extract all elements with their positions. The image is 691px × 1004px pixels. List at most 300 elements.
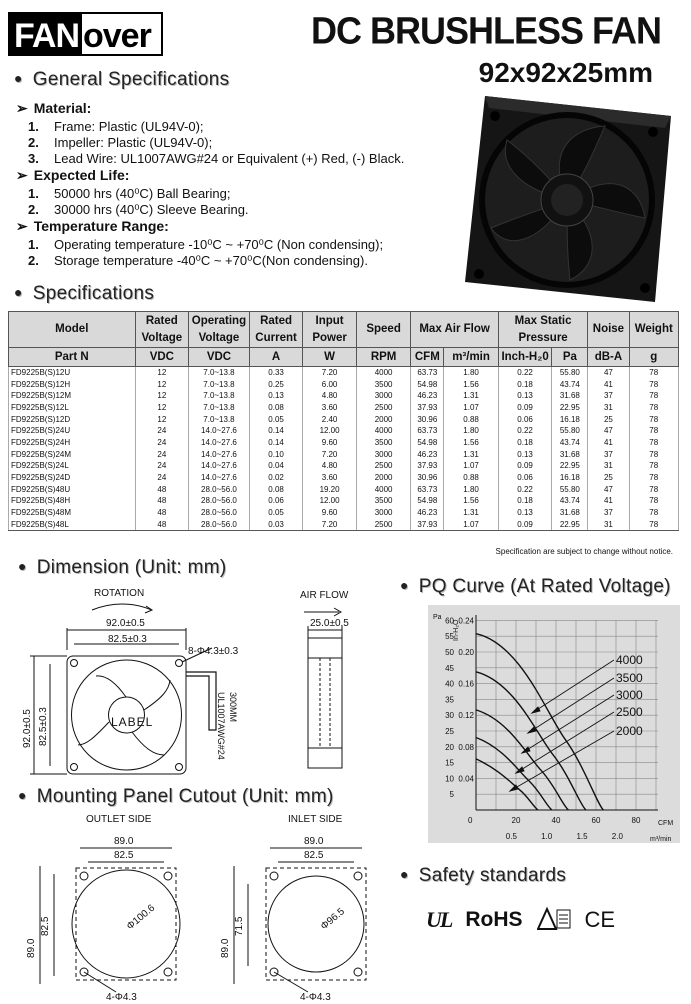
table-cell: 24 [135,437,189,449]
inh-tick-label: 0.12 [458,711,474,721]
table-cell: 0.13 [498,390,552,402]
table-cell: 3000 [356,448,411,460]
material-item-text: Frame: Plastic (UL94V-0); [54,119,204,134]
part-number-cell: FD9225B(S)24M [9,448,136,460]
table-cell: 31.68 [552,448,588,460]
page-subtitle: 92x92x25mm [478,57,653,88]
curve-label-2500: 2500 [616,705,643,719]
table-cell: 41 [588,437,629,449]
table-cell: 55.80 [552,425,588,437]
table-cell: 7.0~13.8 [189,402,250,414]
part-number-cell: FD9225B(S)24D [9,472,136,484]
table-cell: 1.31 [444,448,499,460]
part-number-cell: FD9225B(S)24L [9,460,136,472]
table-cell: 0.10 [249,448,303,460]
table-cell: 47 [588,483,629,495]
table-cell: 0.09 [498,518,552,530]
table-row [9,448,679,460]
outlet-dia: Φ100.6 [124,902,158,933]
table-cell: 46.23 [411,448,444,460]
table-cell: 3500 [356,495,411,507]
pa-tick-label: 60 [445,616,454,626]
table-cell: 0.13 [498,507,552,519]
material-item-text: Impeller: Plastic (UL94V-0); [54,135,213,150]
table-cell: 0.09 [498,460,552,472]
table-cell: 30.96 [411,413,444,425]
th-unit: dB-A [588,348,629,367]
table-cell: 31 [588,518,629,530]
temp-item-1 [28,237,383,253]
width-825-label: 82.5±0.3 [108,634,147,645]
table-row [9,413,679,425]
inh-tick-label: 0.08 [458,742,474,752]
cfm-tick-label: 40 [551,816,561,825]
table-cell: 48 [135,495,189,507]
table-cell: 0.09 [498,402,552,414]
table-cell: 4.80 [303,460,357,472]
pa-axis-label: Pa [433,614,442,621]
table-cell: 1.56 [444,495,499,507]
spec-table [8,311,679,531]
table-cell: 0.06 [249,495,303,507]
table-cell: 31 [588,402,629,414]
th-speed: Speed [356,312,411,348]
table-cell: 78 [629,402,678,414]
table-cell: 7.0~13.8 [189,367,250,379]
inh-tick-label: 0.24 [458,616,474,626]
life-item-num: 1. [28,186,39,201]
curve-label-3500: 3500 [616,671,643,685]
table-row [9,402,679,414]
pa-tick-label: 45 [445,663,454,673]
part-number-cell: FD9225B(S)48U [9,483,136,495]
pa-tick-label: 40 [445,679,454,689]
part-number-cell: FD9225B(S)12H [9,378,136,390]
temp-heading-text: Temperature Range: [33,218,169,234]
inlet-w1: 89.0 [304,836,324,847]
table-header-row [9,312,679,348]
page-title: DC BRUSHLESS FAN [310,8,661,52]
pq-curve-heading-text: PQ Curve (At Rated Voltage) [418,576,671,597]
th-unit: Pa [552,348,588,367]
table-cell: 4000 [356,425,411,437]
inlet-title: INLET SIDE [288,814,343,825]
table-row [9,472,679,484]
part-number-cell: FD9225B(S)48L [9,518,136,530]
table-cell: 0.22 [498,367,552,379]
mounting-cutout-drawing [4,808,384,1004]
table-cell: 1.31 [444,390,499,402]
table-cell: 37 [588,448,629,460]
th-rated-current: Rated Current [249,312,303,348]
part-number-cell: FD9225B(S)24U [9,425,136,437]
table-cell: 37.93 [411,518,444,530]
outlet-holes: 4-Φ4.3 [106,992,137,1003]
table-cell: 37.93 [411,402,444,414]
table-cell: 16.18 [552,413,588,425]
life-item-text: 30000 hrs (40⁰C) Sleeve Bearing. [54,202,249,217]
table-cell: 7.0~13.8 [189,390,250,402]
hole-label: 8-Φ4.3±0.3 [188,646,239,657]
th-unit: VDC [135,348,189,367]
table-cell: 28.0~56.0 [189,495,250,507]
table-cell: 1.07 [444,402,499,414]
table-unit-row [9,348,679,367]
th-model: Model [9,312,136,348]
table-cell: 14.0~27.6 [189,460,250,472]
table-cell: 12 [135,390,189,402]
table-cell: 47 [588,425,629,437]
m3-axis-label: m³/min [650,836,672,843]
pq-curve-chart [428,605,680,843]
material-item-text: Lead Wire: UL1007AWG#24 or Equivalent (+) Red, (-) Black. [54,151,405,166]
cfm-tick-label: 60 [591,816,601,825]
wire-length-label: 300MM [228,692,238,723]
table-cell: 47 [588,367,629,379]
cfm-tick-label: 20 [511,816,521,825]
table-cell: 78 [629,518,678,530]
table-cell: 63.73 [411,483,444,495]
table-cell: 22.95 [552,402,588,414]
outlet-title: OUTLET SIDE [86,814,152,825]
life-heading-text: Expected Life: [33,167,130,183]
rotation-arc [92,604,152,610]
table-cell: 31.68 [552,507,588,519]
pa-tick-label: 15 [445,758,454,768]
th-unit: m³/min [444,348,499,367]
table-cell: 3000 [356,390,411,402]
pa-tick-label: 5 [449,790,454,800]
table-cell: 54.98 [411,378,444,390]
table-cell: 0.14 [249,437,303,449]
table-cell: 4000 [356,483,411,495]
logo-text-a: FAN [10,14,82,54]
table-cell: 2500 [356,460,411,472]
th-input-power: Input Power [303,312,357,348]
table-cell: 7.20 [303,518,357,530]
table-cell: 63.73 [411,367,444,379]
part-number-cell: FD9225B(S)12D [9,413,136,425]
table-cell: 24 [135,472,189,484]
table-row [9,378,679,390]
table-cell: 30.96 [411,472,444,484]
th-max-air-flow: Max Air Flow [411,312,498,348]
table-cell: 4000 [356,367,411,379]
table-cell: 54.98 [411,495,444,507]
depth-label: 25.0±0.5 [310,618,349,629]
table-cell: 0.03 [249,518,303,530]
table-cell: 12 [135,413,189,425]
general-spec-heading-text: General Specifications [32,69,230,90]
table-cell: 7.0~13.8 [189,378,250,390]
safety-heading: ● Safety standards [400,865,567,886]
table-cell: 46.23 [411,390,444,402]
table-cell: 2.40 [303,413,357,425]
table-cell: 16.18 [552,472,588,484]
table-cell: 28.0~56.0 [189,483,250,495]
pa-tick-label: 10 [445,774,454,784]
table-cell: 0.22 [498,425,552,437]
table-cell: 0.18 [498,495,552,507]
table-cell: 78 [629,367,678,379]
safety-heading-text: Safety standards [418,865,567,886]
outlet-w1: 89.0 [114,836,134,847]
logo-text-b: over [83,17,151,55]
table-cell: 28.0~56.0 [189,507,250,519]
table-cell: 2000 [356,472,411,484]
table-row [9,518,679,530]
table-cell: 22.95 [552,518,588,530]
curve-label-2000: 2000 [616,724,643,738]
spec-note: Specification are subject to change without notice. [495,547,673,556]
ul-logo: UL [426,907,452,932]
table-cell: 2000 [356,413,411,425]
table-cell: 1.31 [444,507,499,519]
table-cell: 37 [588,507,629,519]
height-920-label: 92.0±0.5 [22,709,33,748]
table-cell: 12.00 [303,495,357,507]
label-text: LABEL [111,715,154,729]
table-cell: 7.0~13.8 [189,413,250,425]
table-cell: 63.73 [411,425,444,437]
life-item-text: 50000 hrs (40⁰C) Ball Bearing; [54,186,231,201]
temp-item-text: Storage temperature -40⁰C ~ +70⁰C(Non condensing). [54,253,368,268]
table-cell: 0.88 [444,413,499,425]
table-cell: 24 [135,448,189,460]
pa-tick-label: 20 [445,742,454,752]
inlet-dia: Φ96.5 [318,906,347,933]
pq-curve-heading: ● PQ Curve (At Rated Voltage) [400,576,671,597]
table-cell: 3.60 [303,402,357,414]
table-cell: 3000 [356,507,411,519]
table-row [9,495,679,507]
material-item-3 [28,151,404,166]
life-item-num: 2. [28,202,39,217]
m3-tick-label: 1.5 [576,832,588,841]
temp-item-2 [28,253,368,269]
part-number-cell: FD9225B(S)12M [9,390,136,402]
table-cell: 1.80 [444,425,499,437]
width-920-label: 92.0±0.5 [106,618,145,629]
th-weight: Weight [629,312,678,348]
inlet-w2: 82.5 [304,850,324,861]
inlet-h1: 89.0 [220,938,231,958]
dimension-heading: ● Dimension (Unit: mm) [18,557,227,578]
life-item-1 [28,186,230,202]
rohs-logo: RoHS [465,908,523,931]
table-cell: 0.13 [249,390,303,402]
pa-tick-label: 55 [445,632,454,642]
table-cell: 24 [135,460,189,472]
general-spec-heading: ● General Specifications [14,69,230,90]
material-item-num: 3. [28,151,39,166]
table-cell: 43.74 [552,437,588,449]
table-cell: 48 [135,483,189,495]
table-row [9,425,679,437]
table-cell: 55.80 [552,367,588,379]
table-row [9,507,679,519]
table-cell: 0.08 [249,483,303,495]
material-heading: ➢ Material: [16,100,92,116]
table-cell: 4.80 [303,390,357,402]
inh-tick-label: 0.04 [458,774,474,784]
inh-tick-label: 0.16 [458,679,474,689]
airflow-label: AIR FLOW [300,590,349,601]
table-cell: 0.02 [249,472,303,484]
specifications-heading-text: Specifications [32,283,155,304]
table-cell: 1.07 [444,460,499,472]
table-cell: 0.25 [249,378,303,390]
table-cell: 3.60 [303,472,357,484]
th-unit: VDC [189,348,250,367]
table-cell: 48 [135,507,189,519]
material-heading-text: Material: [33,100,92,116]
table-cell: 2500 [356,402,411,414]
table-cell: 78 [629,448,678,460]
table-cell: 25 [588,413,629,425]
pa-tick-label: 50 [445,648,454,657]
table-cell: 0.13 [498,448,552,460]
table-cell: 78 [629,460,678,472]
table-cell: 0.05 [249,507,303,519]
table-cell: 78 [629,495,678,507]
table-cell: 0.33 [249,367,303,379]
table-cell: 41 [588,378,629,390]
table-cell: 0.08 [249,402,303,414]
th-unit: RPM [356,348,411,367]
table-cell: 78 [629,413,678,425]
material-item-2 [28,135,212,150]
part-number-cell: FD9225B(S)12L [9,402,136,414]
table-row [9,390,679,402]
mounting-heading: ● Mounting Panel Cutout (Unit: mm) [18,786,334,807]
table-row [9,367,679,379]
dimension-heading-text: Dimension (Unit: mm) [36,557,227,578]
table-cell: 0.04 [249,460,303,472]
table-cell: 1.07 [444,518,499,530]
inlet-holes: 4-Φ4.3 [300,992,331,1003]
table-cell: 12.00 [303,425,357,437]
table-cell: 0.06 [498,472,552,484]
th-unit: Part N [9,348,136,367]
th-unit: g [629,348,678,367]
material-item-num: 2. [28,135,39,150]
table-cell: 78 [629,378,678,390]
cfm-axis-label: CFM [658,820,674,827]
th-noise: Noise [588,312,629,348]
life-item-2 [28,202,249,218]
inlet-h2: 71.5 [234,916,245,936]
table-cell: 0.18 [498,437,552,449]
table-cell: 78 [629,472,678,484]
table-cell: 14.0~27.6 [189,472,250,484]
wire-spec-label: UL1007AWG#24 [216,692,226,760]
table-row [9,460,679,472]
table-cell: 12 [135,378,189,390]
part-number-cell: FD9225B(S)48M [9,507,136,519]
table-cell: 3500 [356,378,411,390]
table-cell: 12 [135,367,189,379]
table-cell: 0.05 [249,413,303,425]
table-cell: 28.0~56.0 [189,518,250,530]
table-cell: 9.60 [303,507,357,519]
table-cell: 14.0~27.6 [189,437,250,449]
table-body [9,367,679,531]
table-cell: 1.80 [444,483,499,495]
pa-tick-label: 35 [445,695,454,705]
table-cell: 1.56 [444,378,499,390]
table-cell: 41 [588,495,629,507]
table-cell: 22.95 [552,460,588,472]
height-825-label: 82.5±0.3 [38,707,49,746]
temp-item-num: 1. [28,237,39,252]
table-cell: 46.23 [411,507,444,519]
table-cell: 25 [588,472,629,484]
rotation-arrow [145,606,152,613]
table-cell: 78 [629,483,678,495]
pa-tick-label: 30 [445,711,454,721]
brand-logo [8,12,163,56]
mounting-heading-text: Mounting Panel Cutout (Unit: mm) [36,786,334,807]
table-cell: 3500 [356,437,411,449]
pa-tick-label: 25 [445,727,454,736]
specifications-heading: ● Specifications [14,283,155,304]
table-cell: 78 [629,390,678,402]
part-number-cell: FD9225B(S)12U [9,367,136,379]
material-item-1 [28,119,204,134]
table-cell: 43.74 [552,495,588,507]
table-cell: 6.00 [303,378,357,390]
outlet-h2: 82.5 [40,916,51,936]
table-row [9,437,679,449]
table-cell: 37 [588,390,629,402]
table-cell: 0.88 [444,472,499,484]
fan-photo-image [455,88,677,310]
table-cell: 7.20 [303,367,357,379]
curve-label-3000: 3000 [616,688,643,702]
ce-logo: CE [584,907,616,932]
table-cell: 78 [629,507,678,519]
inh-axis-label: In-H₂O [453,619,460,641]
table-cell: 1.56 [444,437,499,449]
th-max-static-pressure: Max Static Pressure [498,312,588,348]
table-cell: 2500 [356,518,411,530]
table-cell: 9.60 [303,437,357,449]
th-operating-voltage: Operating Voltage [189,312,250,348]
temp-heading: ➢ Temperature Range: [16,218,169,234]
table-cell: 0.14 [249,425,303,437]
table-cell: 37.93 [411,460,444,472]
m3-tick-label: 1.0 [541,832,553,841]
material-item-num: 1. [28,119,39,134]
part-number-cell: FD9225B(S)24H [9,437,136,449]
cfm-tick-label: 80 [631,816,641,825]
life-heading: ➢ Expected Life: [16,167,130,183]
th-unit: Inch-H₂0 [498,348,552,367]
table-cell: 14.0~27.6 [189,448,250,460]
safety-mark-icon [537,906,571,934]
table-cell: 7.20 [303,448,357,460]
part-number-cell: FD9225B(S)48H [9,495,136,507]
outlet-w2: 82.5 [114,850,134,861]
temp-item-text: Operating temperature -10⁰C ~ +70⁰C (Non condensing); [54,237,384,252]
inh-tick-label: 0.20 [458,648,474,657]
curve-label-4000: 4000 [616,653,643,667]
table-cell: 43.74 [552,378,588,390]
origin-label: 0 [468,816,473,825]
outlet-h1: 89.0 [26,938,37,958]
table-cell: 24 [135,425,189,437]
